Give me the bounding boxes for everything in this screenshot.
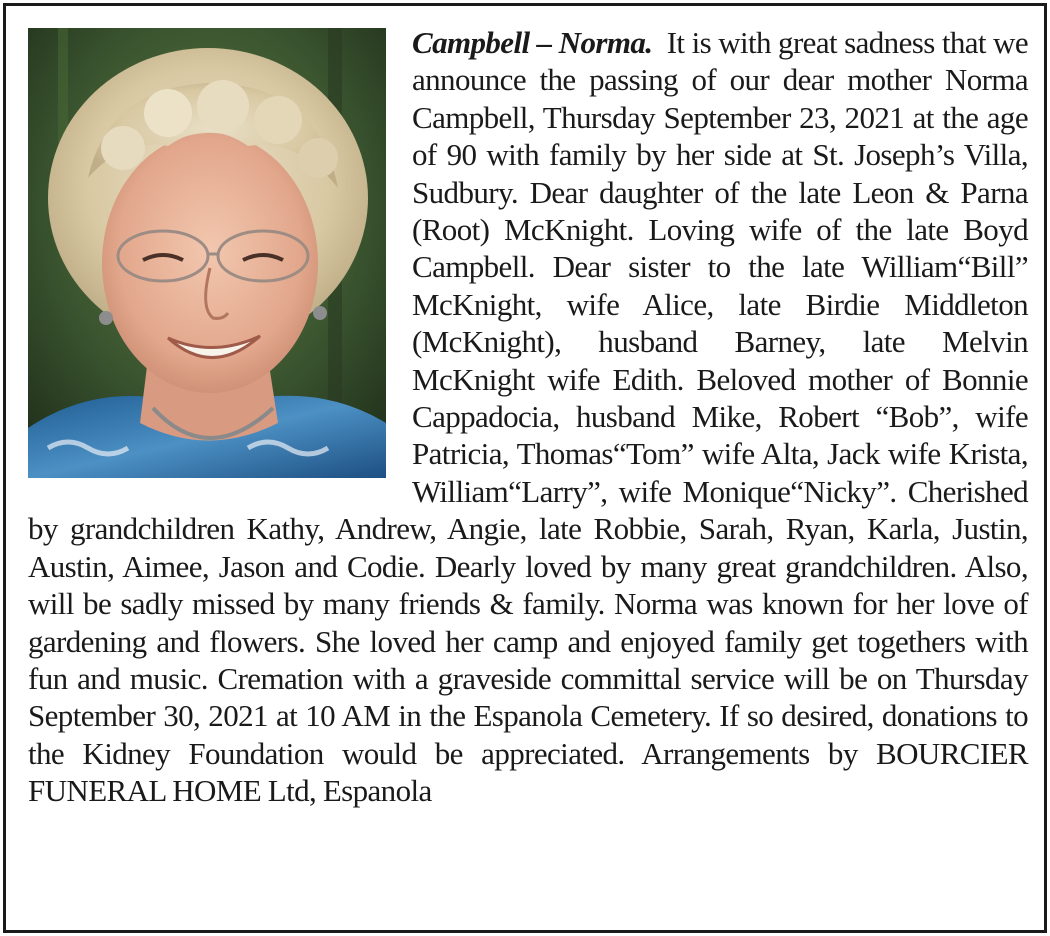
obituary-frame xyxy=(3,3,1047,933)
deceased-name: Campbell – Norma. xyxy=(412,25,653,60)
obituary-body: It is with great sadness that we announce the passing of our dear mother Norma Campbell, Thursday September 23, 2021 at the age of 90 with family by her side at St. Joseph’s Villa, Sudbury. Dear daughter of the late Leon & Parna (Root) McKnight. Loving wife of the late Boyd Campbell. Dear sister to the late William“Bill” McKnight, wife Alice, late Birdie Middleton (McKnight), husband Barney, late Melvin McKnight wife Edith. Beloved mother of Bonnie Cappadocia, husband Mike, Robert “Bob”, wife Patricia, Thomas“Tom” wife Alta, Jack wife Krista, William“Larry”, wife Monique“Nicky”. Cherished by grandchildren Kathy, Andrew, Angie, late Robbie, Sarah, Ryan, Karla, Justin, Austin, Aimee, Jason and Codie. Dearly loved by many great grandchildren. Also, will be sadly missed by many friends & family. Norma was known for her love of gardening and flowers. She loved her camp and enjoyed family get togethers with fun and music. Cremation with a graveside committal service will be on Thursday September 30, 2021 at 10 AM in the Espanola Cemetery. If so desired, donations to the Kidney Foundation would be appreciated. Arrangements by BOURCIER FUNERAL HOME Ltd, Espanola xyxy=(28,25,1028,809)
portrait-photo xyxy=(28,28,386,478)
obituary-text xyxy=(28,24,1028,810)
